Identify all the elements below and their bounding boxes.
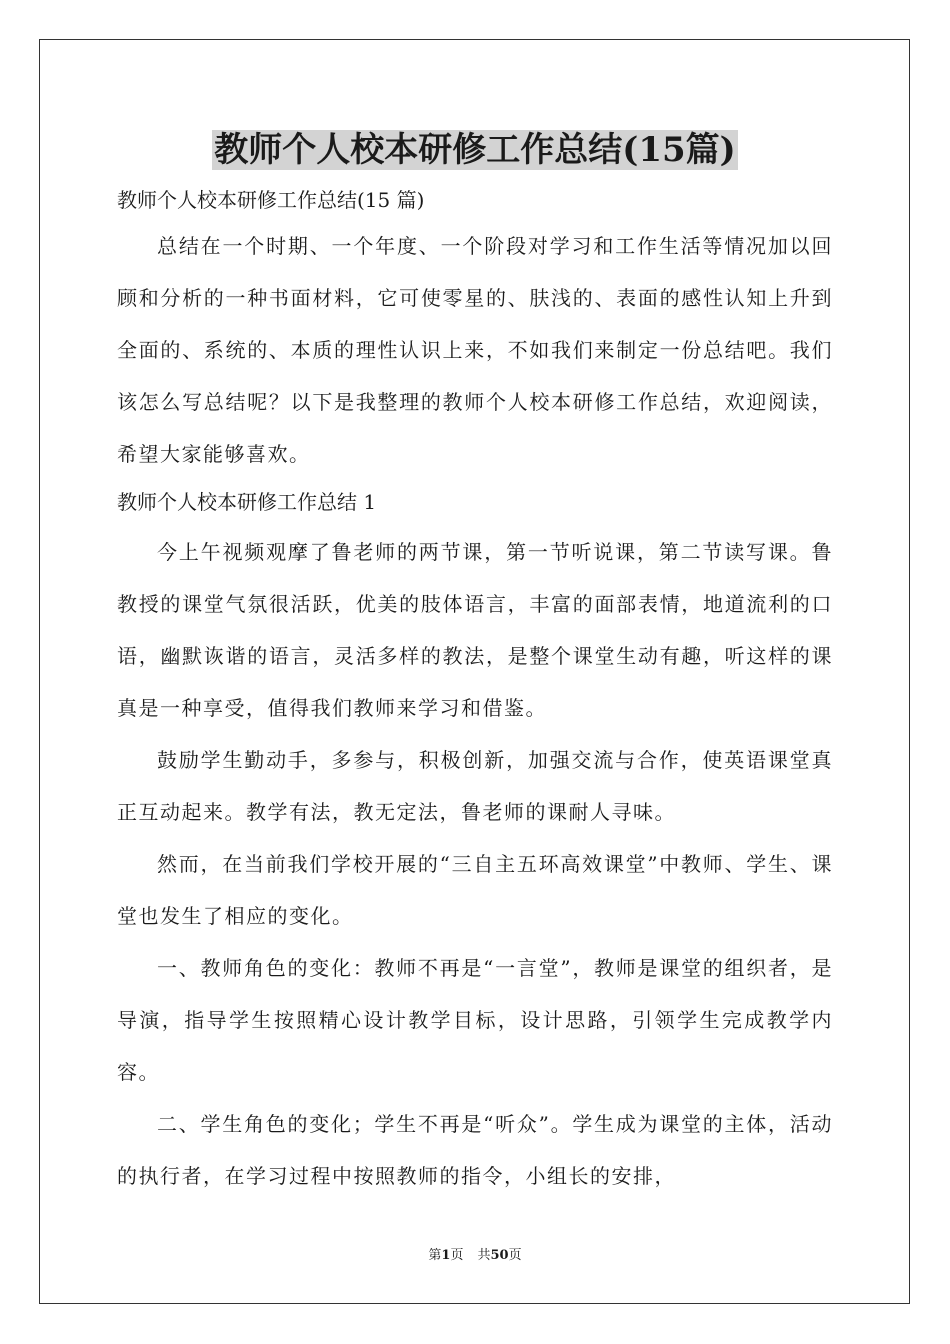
page-number: 1 [441,1248,451,1263]
body-paragraph-3: 然而，在当前我们学校开展的“三自主五环高效课堂”中教师、学生、课堂也发生了相应的变化。 [117,852,833,928]
document-body [117,180,833,1202]
body-paragraph-1: 今上午视频观摩了鲁老师的两节课，第一节听说课，第二节读写课。鲁教授的课堂气氛很活跃，优美的肢体语言，丰富的面部表情，地道流利的口语，幽默诙谐的语言，灵活多样的教法，是整个课堂生动有趣，听这样的课真是一种享受，值得我们教师来学习和借鉴。 [117,540,833,720]
body-paragraph-2: 鼓励学生勤动手，多参与，积极创新，加强交流与合作，使英语课堂真正互动起来。教学有法，教无定法，鲁老师的课耐人寻味。 [117,748,833,824]
section-heading: 教师个人校本研修工作总结 1 [117,490,377,514]
document-title [0,125,950,175]
page-footer [0,1246,950,1266]
page-prefix: 第 [428,1248,442,1263]
intro-paragraph: 总结在一个时期、一个年度、一个阶段对学习和工作生活等情况加以回顾和分析的一种书面材料，它可使零星的、肤浅的、表面的感性认知上升到全面的、系统的、本质的理性认识上来，不如我们来制定一份总结吧。我们该怎么写总结呢？以下是我整理的教师个人校本研修工作总结，欢迎阅读，希望大家能够喜欢。 [117,234,833,466]
total-suffix: 页 [508,1248,522,1263]
total-pages: 50 [490,1248,509,1263]
body-paragraph-5: 二、学生角色的变化；学生不再是“听众”。学生成为课堂的主体，活动的执行者，在学习过程中按照教师的指令，小组长的安排， [117,1112,833,1188]
document-subtitle: 教师个人校本研修工作总结(15 篇) [117,188,425,212]
body-paragraph-4: 一、教师角色的变化：教师不再是“一言堂”，教师是课堂的组织者，是导演，指导学生按照精心设计教学目标，设计思路，引领学生完成教学内容。 [117,956,833,1084]
total-prefix: 共 [477,1248,491,1263]
document-title-text: 教师个人校本研修工作总结(15篇) [214,130,736,170]
page-suffix: 页 [450,1248,464,1263]
